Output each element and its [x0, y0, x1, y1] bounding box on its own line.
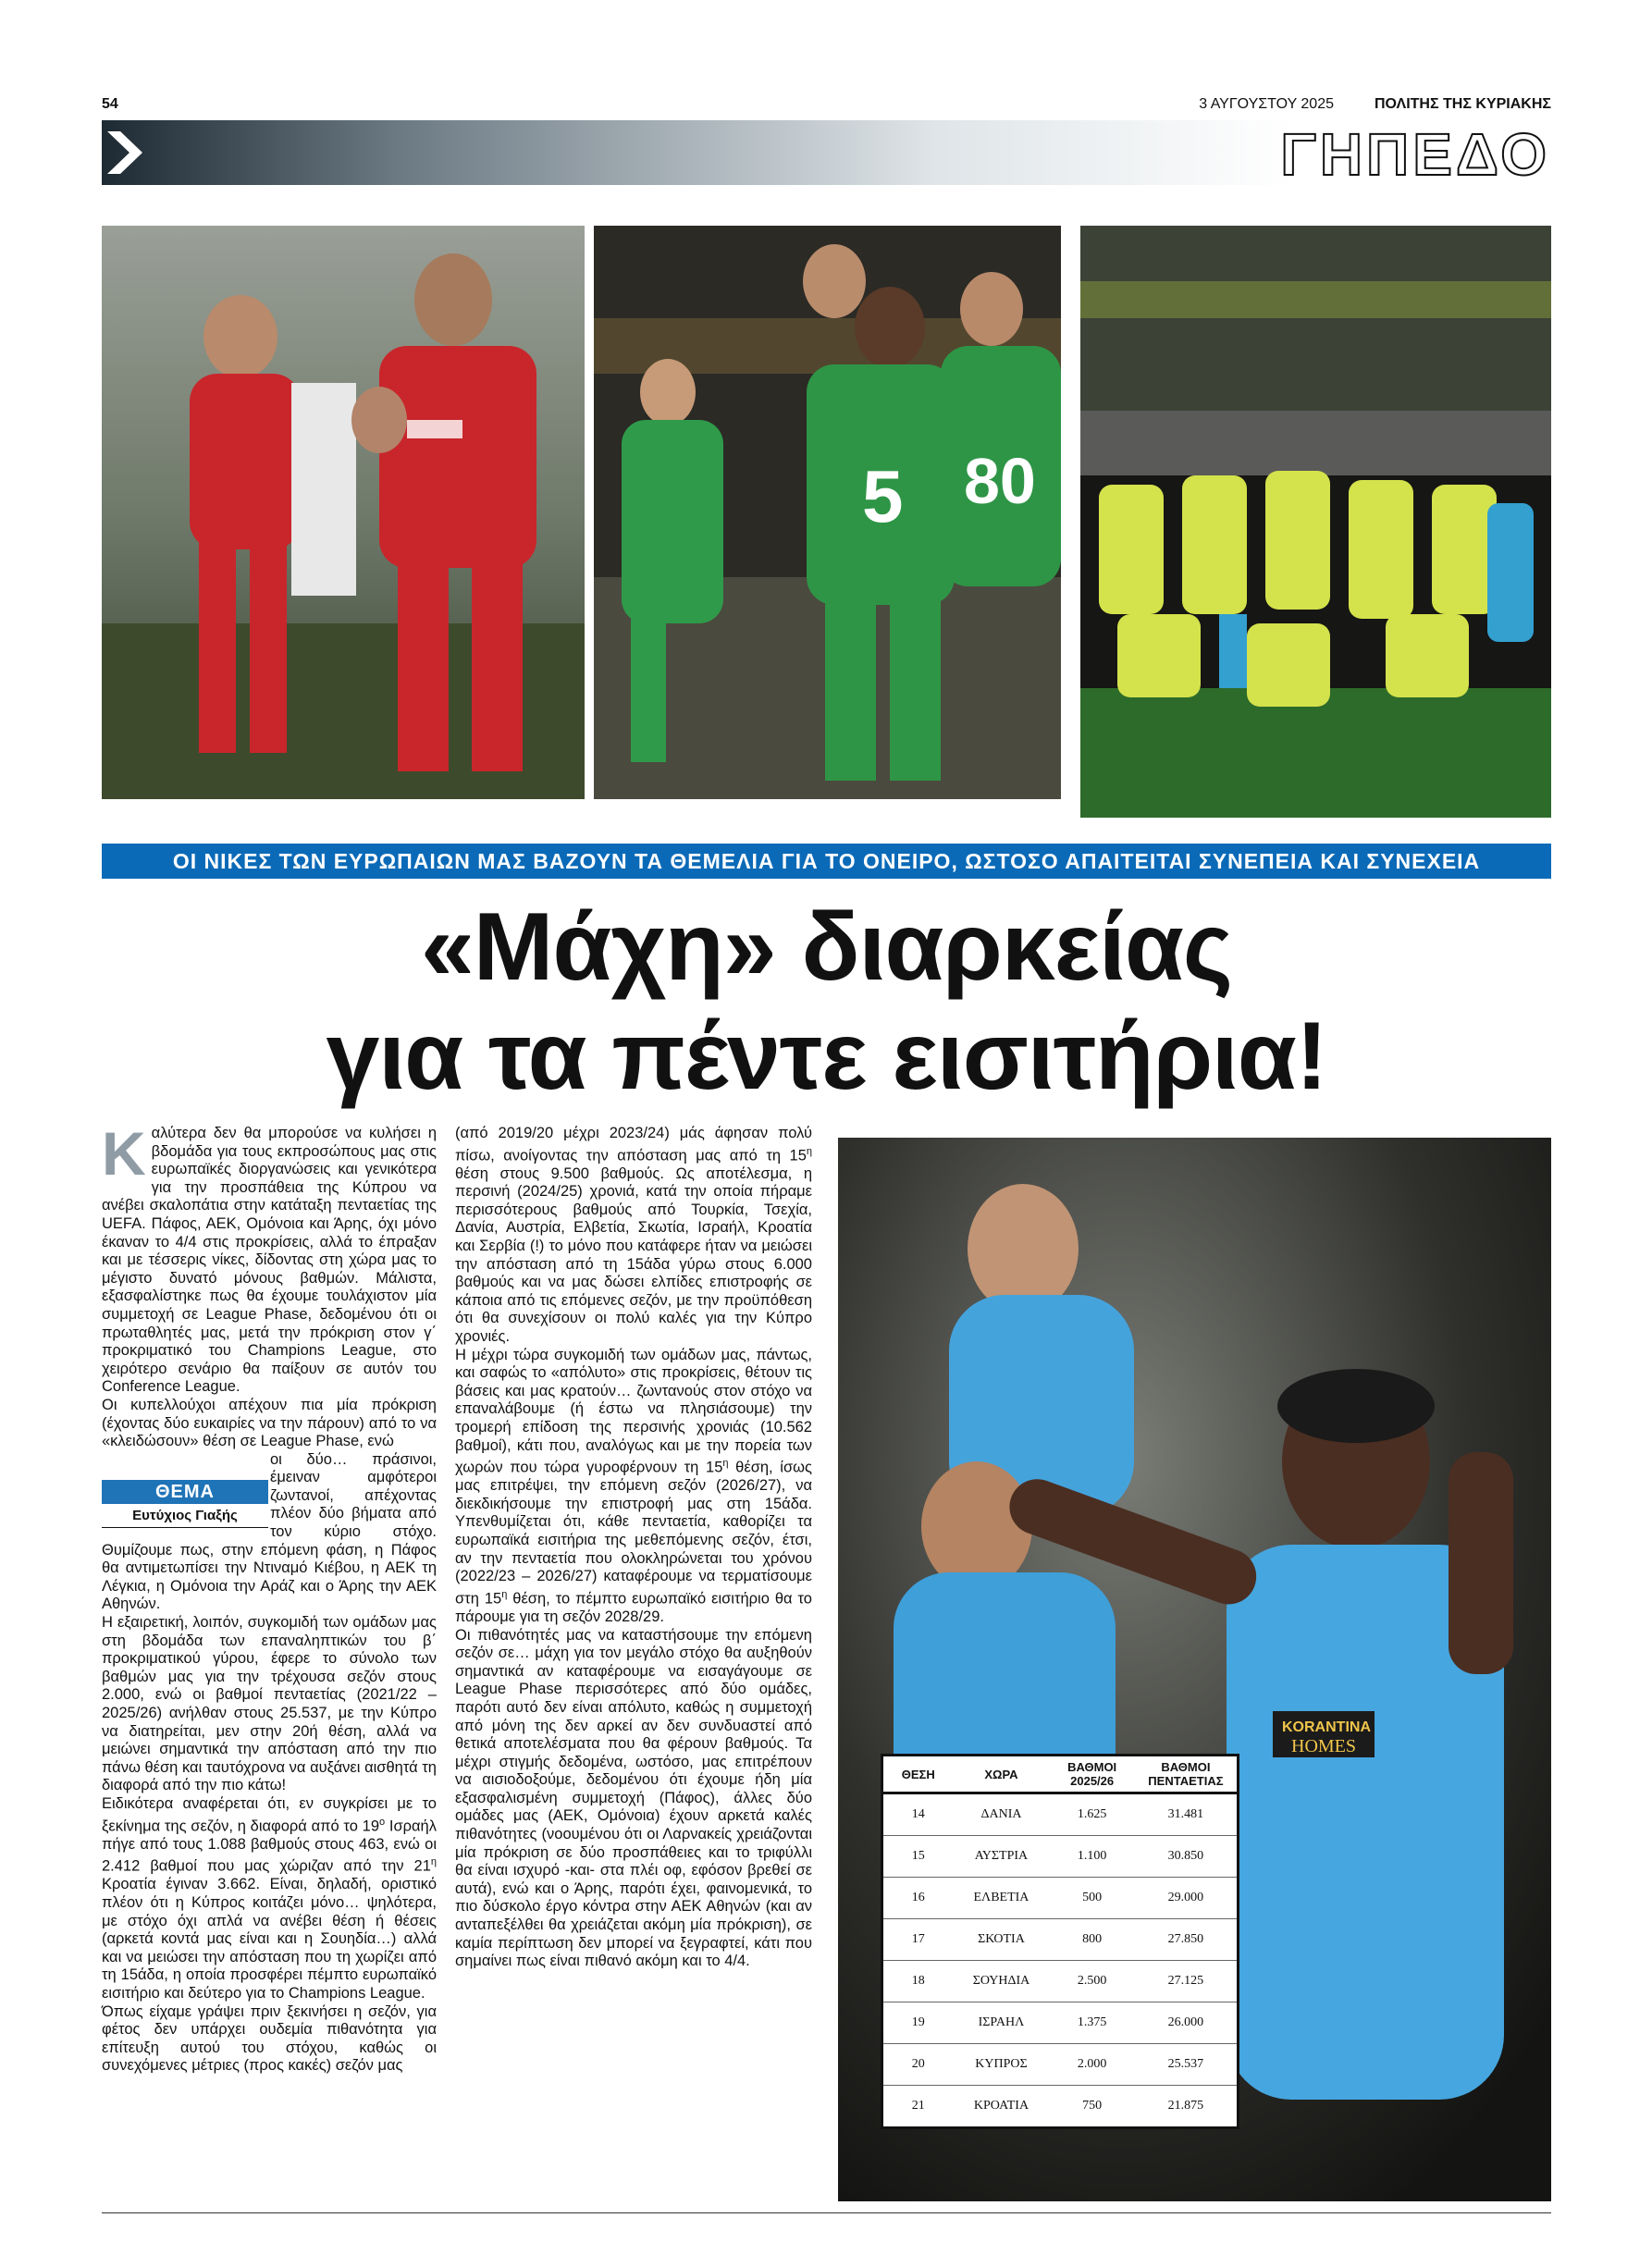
table-cell: 29.000 — [1135, 1878, 1239, 1919]
svg-text:KORANTINA: KORANTINA — [1282, 1719, 1371, 1735]
table-row — [882, 2044, 1239, 2086]
table-cell: 27.125 — [1135, 1961, 1239, 2002]
table-cell: ΕΛΒΕΤΙΑ — [954, 1878, 1050, 1919]
table-cell: ΑΥΣΤΡΙΑ — [954, 1836, 1050, 1878]
table-cell: 1.375 — [1049, 2002, 1134, 2044]
table-cell: ΣΚΟΤΙΑ — [954, 1919, 1050, 1961]
article-paragraph: Οι κυπελλούχοι απέχουν πια μία πρόκριση (έχοντας δύο ευκαιρίες να την πάρουν) από το να «κλειδώσουν» θέση σε League Phase, ενώ — [102, 1396, 437, 1450]
table-row — [882, 1878, 1239, 1919]
article-paragraph: Καλύτερα δεν θα μπορούσε να κυλήσει η βδομάδα για τους εκπροσώπους μας στις ευρωπαϊκές διοργανώσεις και γενικότερα για την προσπάθεια της Κύπρου να ανέβει σκαλοπάτια στην κατάταξη πενταετίας της UEFA. Πάφος, ΑΕΚ, Ομόνοια και Άρης, όχι μόνο έκαναν το 4/4 στις προκρίσεις, αλλά το έπραξαν και με τέσσερις νίκες, δίδοντας στη χώρα μας το μέγιστο δυνατό μόνους βαθμών. Μάλιστα, εξασφαλίστηκε πως θα έχουμε τουλάχιστον μία συμμετοχή σε League Phase, δεδομένου ότι οι πρωταθλητές μας, μετά την πρόκριση στον γ΄ προκριματικό του Champions League, στο χειρότερο σενάριο θα παίξουν σε αυτόν του Conference League. — [102, 1119, 437, 1396]
table-cell: 800 — [1049, 1919, 1134, 1961]
article-paragraph: Η μέχρι τώρα συγκομιδή των ομάδων μας, πάντως, και σαφώς το «απόλυτο» στις προκρίσεις, θέτουν τις βάσεις και μας κρατούν… ζωντανούς στον στόχο να επαναλάβουμε (ή έστω να πλησιάσουμε) την τρομερή επίδοση της περσινής χρονιάς (10.562 βαθμοί), κάτι που, αναλόγως και με την πορεία των χωρών που τώρα γυροφέρνουν τη $15^\eta$ θέση, ίσως μας επιτρέψει, την επόμενη σεζόν (2026/27), να διεκδικήσουμε την επιστροφή μας στη 15άδα. Υπενθυμίζεται ότι, κάθε πενταετία, καθορίζει τα ευρωπαϊκά εισιτήρια της μεθεπόμενης σεζόν, έτσι, αν την πενταετία που ολοκληρώνεται του χρόνου (2022/23 – 2026/27) καταφέρουμε να τερματίσουμε στη $15^\eta$ θέση, το πέμπτο ευρωπαϊκό εισιτήριο θα το πάρουμε για τη σεζόν 2028/29. — [455, 1346, 812, 1625]
issue-date: 3 ΑΥΓΟΥΣΤΟΥ 2025 — [1199, 96, 1334, 112]
table-cell: 30.850 — [1135, 1836, 1239, 1878]
table-cell: 17 — [882, 1919, 954, 1961]
ranking-table — [881, 1754, 1239, 2129]
football-players-green-kits-photo — [594, 226, 1061, 799]
table-row — [882, 1961, 1239, 2002]
byline-label: ΘΕΜΑ — [102, 1480, 268, 1504]
kicker-strip: ΟΙ ΝΙΚΕΣ ΤΩΝ ΕΥΡΩΠΑΙΩΝ ΜΑΣ ΒΑΖΟΥΝ ΤΑ ΘΕΜΕΛΙΑ ΓΙΑ ΤΟ ΟΝΕΙΡΟ, ΩΣΤΟΣΟ ΑΠΑΙΤΕΙΤΑΙ ΣΥΝΕΠΕΙΑ ΚΑΙ ΣΥΝΕΧΕΙΑ — [102, 844, 1551, 879]
page-header — [102, 96, 1551, 117]
article-column-2 — [455, 1125, 812, 1971]
table-row — [882, 2086, 1239, 2128]
column-header: ΒΑΘΜΟΙ ΠΕΝΤΑΕΤΙΑΣ — [1135, 1756, 1239, 1793]
table-cell: 15 — [882, 1836, 954, 1878]
table-cell: 18 — [882, 1961, 954, 2002]
headline — [102, 893, 1551, 1111]
table-cell: 2.000 — [1049, 2044, 1134, 2086]
table-cell: 19 — [882, 2002, 954, 2044]
article-paragraph: Οι πιθανότητές μας να καταστήσουμε την επόμενη σεζόν σε… μάχη για τον μεγάλο στόχο θα αυξηθούν σημαντικά αν καταφέρουμε να εισαγάγουμε σε League Phase περισσότερες από δύο ομάδες, παρότι αυτό δεν είναι απόλυτο, καθώς η συμμετοχή από μόνη της δεν αρκεί αν δεν συνδυαστεί από θετικά αποτελέσματα που θα φέρουν βαθμούς. Τα μέχρι στιγμής δεδομένα, ωστόσο, μας επιτρέπουν να αισιοδοξούμε, δεδομένου ότι έχουμε ήδη μία εξασφαλισμένη συμμετοχή (Πάφος), άλλες δύο ομάδες μας (ΑΕΚ, Ομόνοια) έχουν αρκετά καλές πιθανότητες (νοουμένου ότι οι Λαρνακείς χρειάζονται μία πρόκριση σε δύο προσπάθειες και το τριφύλλι θα είναι ισχυρό -και- στα πλέι οφ, εφόσον βρεθεί σε αυτά), ενώ και ο Άρης, παρότι έχει, φαινομενικά, το πιο δύσκολο έργο κόντρα στην ΑΕΚ Αθηνών (και αν ανταπεξέλθει θα χρειάζεται ακόμη μία πρόκριση), σε καμία περίπτωση δεν μπορεί να ξεγραφτεί, κάτι που σημαίνει πως είναι πιθανό ακόμη και το 4/4. — [455, 1626, 812, 1970]
table-row — [882, 1793, 1239, 1836]
column-header: ΒΑΘΜΟΙ 2025/26 — [1049, 1756, 1134, 1793]
section-bar — [102, 120, 1295, 185]
section-title: ΓΗΠΕΔΟ — [1280, 121, 1550, 188]
byline-author: Ευτύχιος Γιαξής — [102, 1508, 268, 1528]
article-paragraph: Ειδικότερα αναφέρεται ότι, εν συγκρίσει με το ξεκίνημα της σεζόν, η διαφορά από το $19^o$ Ισραήλ πήγε από τους 1.088 βαθμούς στους 463, ενώ οι 2.412 βαθμοί που μας χώριζαν από την $21^\eta$ Κροατία έγιναν 3.662. Είναι, δηλαδή, οριστικό πλέον ότι η Κύπρος κοιτάζει μόνο… ψηλότερα, με στόχο όχι απλά να ανέβει θέση ή θέσεις (αρκετά κοντά μας είναι και η Σουηδία…) αλλά και να μειώσει την απόσταση που τη χωρίζει από τη 15άδα, η οποία προσφέρει πέμπτο ευρωπαϊκό εισιτήριο και δεύτερο για το Champions League. — [102, 1794, 437, 2002]
table-cell: 21 — [911, 2099, 925, 2113]
table-row — [882, 1919, 1239, 1961]
table-cell: 750 — [1082, 2099, 1103, 2113]
table-cell: 31.481 — [1135, 1793, 1239, 1836]
table-cell: 14 — [882, 1793, 954, 1836]
svg-text:80: 80 — [964, 445, 1036, 517]
table-cell: 25.537 — [1135, 2044, 1239, 2086]
article-column-1 — [102, 1119, 437, 2076]
table-cell: 500 — [1049, 1878, 1134, 1919]
byline — [102, 1480, 268, 1528]
drop-cap: Κ — [102, 1119, 146, 1188]
team-celebration-with-fans-photo — [1080, 226, 1551, 818]
page-number: 54 — [102, 96, 118, 112]
svg-text:HOMES: HOMES — [1291, 1736, 1357, 1756]
table-cell: 2.500 — [1049, 1961, 1134, 2002]
article-paragraph: Η εξαιρετική, λοιπόν, συγκομιδή των ομάδων μας στη βδομάδα των επαναληπτικών του β΄ προκριματικού γύρου, έφερε το σύνολο των βαθμών μας για την τρέχουσα σεζόν στους 2.000, ενώ οι βαθμοί πενταετίας (2021/22 – 2025/26) ανήλθαν στους 25.537, με την Κύπρο να διατηρείται, μεν στην 20ή θέση, αλλά να μειώνει σημαντικά την απόσταση από την πιο πάνω θέση και ταυτόχρονα να αυξάνει αισθητά τη διαφορά από την πιο κάτω! — [102, 1614, 437, 1794]
headline-line-2: για τα πέντε εισιτήρια! — [326, 1003, 1327, 1110]
column-header: ΧΩΡΑ — [954, 1756, 1050, 1793]
table-cell: 21.875 — [1167, 2099, 1204, 2113]
table-cell: ΙΣΡΑΗΛ — [954, 2002, 1050, 2044]
article-paragraph: (από 2019/20 μέχρι 2023/24) μάς άφησαν πολύ πίσω, ανοίγοντας την απόσταση μας από τη $15^\eta$ θέση στους 9.500 βαθμούς. Ως αποτέλεσμα, η περσινή (2024/25) χρονιά, κατά την οποία πήραμε περισσότερους βαθμούς από Τουρκία, Τσεχία, Δανία, Αυστρία, Ελβετία, Σκωτία, Ισραήλ, Κροατία και Σερβία (!) το μόνο που κατάφερε ήταν να μειώσει την απόσταση από τη 15άδα γύρω στους 6.000 βαθμούς και να μας δώσει ελπίδες επιστροφής σε κάποια από τις επόμενες σεζόν, με την προϋπόθεση ότι θα συνεχίσουν οι πολύ καλές για την Κύπρο χρονιές. — [455, 1125, 812, 1346]
svg-text:5: 5 — [862, 455, 904, 537]
table-cell: 26.000 — [1135, 2002, 1239, 2044]
headline-line-1: «Μάχη» διαρκείας — [420, 893, 1233, 1001]
table-cell: 20 — [882, 2044, 954, 2086]
table-cell: 16 — [882, 1878, 954, 1919]
article-paragraph: Όπως είχαμε γράψει πριν ξεκινήσει η σεζόν, για φέτος δεν υπάρχει ουδεμία πιθανότητα για επίτευξη αυτού του στόχου, καθώς οι συνεχόμενες μέτριες (προς κακές) σεζόν μας — [102, 2002, 437, 2075]
table-header-row — [882, 1756, 1239, 1793]
column-header: ΘΕΣΗ — [882, 1756, 954, 1793]
table-row — [882, 2002, 1239, 2044]
table-cell: ΚΡΟΑΤΙΑ — [973, 2099, 1029, 2113]
table-cell: ΚΥΠΡΟΣ — [954, 2044, 1050, 2086]
table-cell: 27.850 — [1135, 1919, 1239, 1961]
table-cell: ΔΑΝΙΑ — [954, 1793, 1050, 1836]
page-footer-rule — [102, 2212, 1551, 2213]
newspaper-name: ΠΟΛΙΤΗΣ ΤΗΣ ΚΥΡΙΑΚΗΣ — [1374, 96, 1551, 112]
table-cell: 1.100 — [1049, 1836, 1134, 1878]
article-paragraph: οι δύο… πράσινοι, έμειναν αμφότεροι ζωντανοί, απέχοντας πλέον δύο βήματα από τον κύριο στόχο. Θυμίζουμε πως, στην επόμενη φάση, η Πάφος θα αντιμετωπίσει την Ντιναμό Κιέβου, η ΑΕΚ τη Λέγκια, η Ομόνοια την Αράζ και ο Άρης την ΑΕΚ Αθηνών. — [102, 1450, 437, 1613]
table-row — [882, 1836, 1239, 1878]
table-cell: 1.625 — [1049, 1793, 1134, 1836]
table-cell: ΣΟΥΗΔΙΑ — [954, 1961, 1050, 2002]
chevron-right-icon — [102, 120, 159, 185]
football-players-red-kits-photo — [102, 226, 585, 799]
